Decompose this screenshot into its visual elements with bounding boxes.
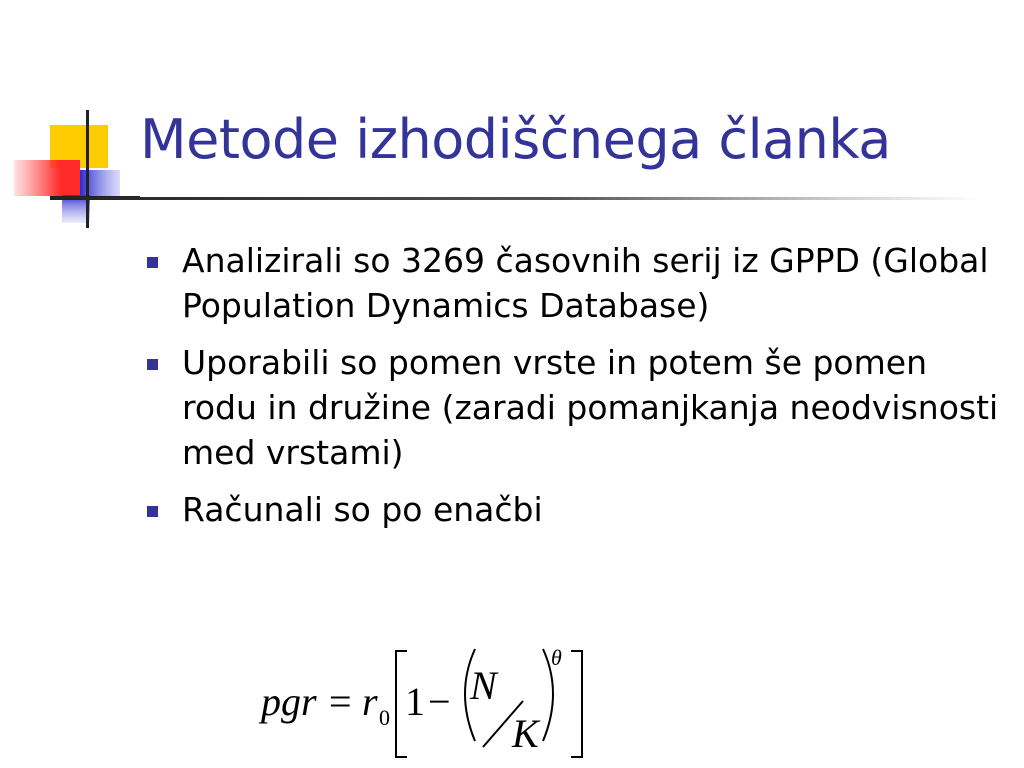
bullet-text: Uporabili so pomen vrste in potem še pomen rodu in družine (zaradi pomanjkanja neodvisnosti med vrstami)	[182, 343, 999, 472]
bullet-text: Analizirali so 3269 časovnih serij iz GPPD (Global Population Dynamics Database)	[182, 241, 989, 325]
title-decoration	[0, 0, 140, 240]
equation-exponent: θ	[551, 645, 562, 670]
equation-equals: =	[329, 679, 352, 724]
bullet-item	[145, 487, 1005, 532]
equation-one: 1	[405, 679, 425, 724]
square-bullet-icon	[147, 257, 158, 268]
deco-red-bar	[14, 160, 80, 196]
right-bracket	[571, 651, 582, 757]
equation-minus: −	[428, 679, 451, 724]
bullet-item	[145, 238, 1005, 328]
equation-r-subscript: 0	[379, 705, 390, 730]
equation	[255, 643, 595, 763]
slide-title: Metode izhodiščnega članka	[140, 108, 891, 171]
square-bullet-icon	[147, 359, 158, 370]
title-divider	[50, 197, 980, 200]
square-bullet-icon	[147, 506, 158, 517]
deco-vertical-line	[86, 110, 89, 228]
equation-lhs: pgr	[261, 679, 317, 724]
equation-denominator: K	[512, 711, 539, 756]
bullet-item	[145, 340, 1005, 475]
equation-numerator: N	[470, 663, 497, 708]
bullet-text: Računali so po enačbi	[182, 490, 543, 529]
bullet-list	[145, 238, 1005, 544]
equation-r: r	[362, 679, 378, 724]
